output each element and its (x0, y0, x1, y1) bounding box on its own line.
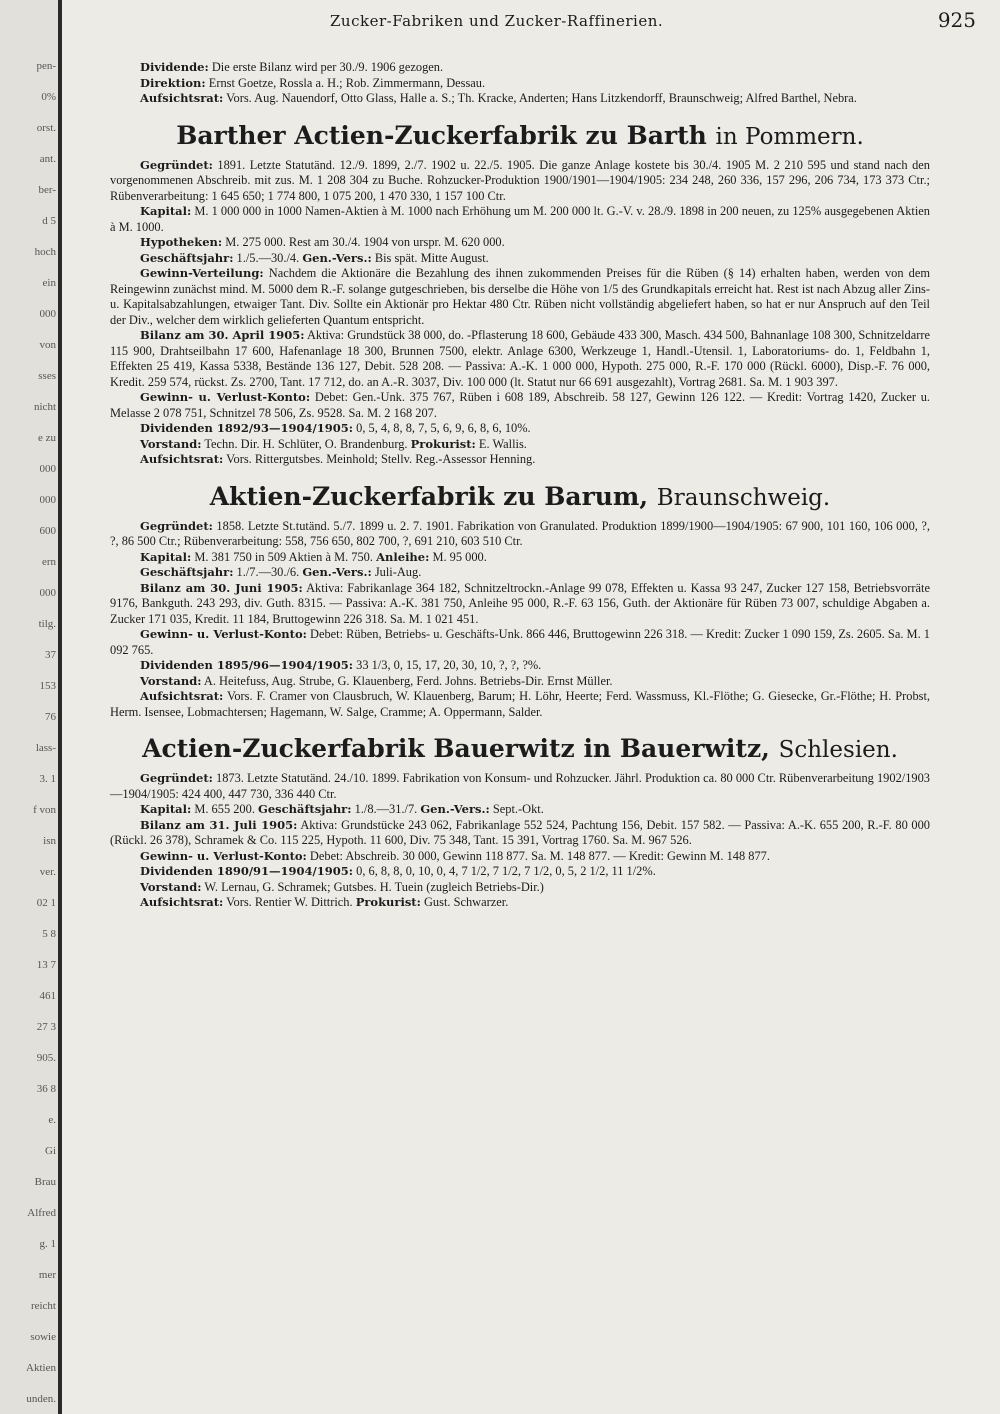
entry-text: 1858. Letzte St.tutänd. 5./7. 1899 u. 2. 7. 1901. Fabrikation von Granulated. Produktion 1899/1900—1904/1905: 67 900, 101 160, 106 000, ?, ?, 86 500 Ctr.; Rübenverarbeitung: 558, 756 650, 802 700, ?, 691 210, 603 510 Ctr. (110, 518, 930, 548)
facing-page-fragment: 27 3 (36, 1021, 56, 1033)
facing-page-fragment: d 5 (42, 215, 56, 227)
entry-label: Bilanz am 30. April 1905: (140, 328, 305, 342)
facing-page-fragment: mer (38, 1269, 56, 1281)
entry-label: Vorstand: (140, 436, 202, 451)
company-section (110, 121, 930, 468)
entry-text: E. Wallis. (478, 436, 527, 451)
entry-label: Gegründet: (140, 157, 213, 172)
facing-page-fragment: von (39, 339, 56, 351)
entry-label: Gewinn-Verteilung: (140, 266, 264, 280)
facing-page-fragment: 600 (39, 525, 56, 537)
entry-text: Aktiva: Grundstücke 243 062, Fabrikanlage 552 524, Pachtung 156, Debit. 157 582. — Passiva: A.-K. 655 200, R.-F. 80 000 (Rückl. 26 378), Schramek & Co. 115 225, Hypoth. 11 600, Div. 75 348, Tant. 15 391, Vortrag 1760. Sa. M. 967 526. (110, 817, 930, 847)
facing-page-fragment: 37 (45, 649, 56, 661)
entry-paragraph (110, 802, 930, 818)
entry-label: Kapital: (140, 549, 192, 564)
entry-text: 33 1/3, 0, 15, 17, 20, 30, 10, ?, ?, ?%. (356, 658, 542, 672)
entry-text: Debet: Rüben, Betriebs- u. Geschäfts-Unk. 866 446, Bruttogewinn 226 318. — Kredit: Zucker 1 090 159, Zs. 2605. Sa. M. 1 092 765. (110, 627, 930, 657)
entry-paragraph (110, 437, 930, 453)
facing-page-fragment: e. (48, 1114, 56, 1126)
facing-page-fragment: lass- (35, 742, 56, 754)
entry-text: Juli-Aug. (374, 565, 422, 579)
entry-text: 1873. Letzte Statutänd. 24./10. 1899. Fabrikation von Konsum- und Rohzucker. Jährl. Produktion ca. 80 000 Ctr. Rübenverarbeitung 1902/1903—1904/1905: 424 400, 447 730, 336 440 Ctr. (110, 771, 930, 801)
entry-paragraph (110, 550, 930, 566)
entry-paragraph (110, 390, 930, 421)
entry-paragraph (110, 864, 930, 880)
entry-text: M. 1 000 000 in 1000 Namen-Aktien à M. 1000 nach Erhöhung um M. 200 000 lt. G.-V. v. 28./9. 1898 in 200 neuen, zu 125% ausgegebenen Aktien à M. 1000. (110, 204, 930, 234)
entry-text: M. 655 200. (194, 802, 255, 816)
facing-page-edge (0, 0, 58, 1414)
entry-text: M. 95 000. (432, 549, 487, 564)
entry-paragraph (110, 266, 930, 328)
entry-text: 1./8.—31./7. (354, 802, 418, 816)
entry-text: Debet: Gen.-Unk. 375 767, Rüben i 608 189, Abschreib. 58 127, Gewinn 126 122. — Kredit: Vortrag 1420, Zucker u. Melasse 2 078 751, Schnitzel 78 506, Zs. 9528. Sa. M. 2 168 207. (110, 390, 930, 420)
company-location: in Pommern. (715, 123, 864, 150)
entry-label: Gegründet: (140, 771, 213, 785)
facing-page-fragment: reicht (30, 1300, 56, 1312)
entry-text: Vors. F. Cramer von Clausbruch, W. Klauenberg, Barum; H. Löhr, Heerte; Ferd. Wassmuss, Kl.-Flöthe; G. Giesecke, Gr.-Flöthe; H. Probst, Herm. Isensee, Lobmachtersen; Hagemann, W. Salge, Cramme; A. Oppermann, Salder. (110, 689, 930, 719)
facing-page-fragment: Gi (45, 1145, 56, 1157)
entry-label: Geschäftsjahr: (140, 250, 234, 265)
entry-text: M. 275 000. Rest am 30./4. 1904 von urspr. M. 620 000. (225, 235, 505, 249)
intro-block (110, 60, 930, 107)
entry-text: Techn. Dir. H. Schlüter, O. Brandenburg. (204, 436, 408, 451)
entry-label: Gegründet: (140, 518, 213, 533)
entry-label: Prokurist: (355, 895, 421, 909)
entry-text: 1891. Letzte Statutänd. 12./9. 1899, 2./7. 1902 u. 22./5. 1905. Die ganze Anlage kostete bis 30./4. 1905 M. 2 210 595 und stand nach den vorgenommenen Abschreib. mit zus. M. 1 208 304 zu Buche. Rohzucker-Produktion 1900/1901—1904/1905: 234 248, 260 336, 157 296, 206 734, 173 373 Ctr.; Rübenverarbeitung: 1 645 650; 1 774 800, 1 075 200, 1 470 330, 1 157 100 Ctr. (110, 157, 930, 203)
entry-text: 1./7.—30./6. (236, 565, 300, 579)
entry-text: Aktiva: Grundstück 38 000, do. -Pflasterung 18 600, Gebäude 433 300, Masch. 434 500, Bahnanlage 108 300, Schnitzeldarre 115 900, Drahtseilbahn 17 600, Hafenanlage 18 300, Brunnen 7500, elektr. Anlage 6300, Werkzeuge 1, Handl.-Utensil. 1, Laboratoriums- do. 1, Feldbahn 1, Effekten 25 419, Kassa 5338, Bestände 136 127, Debit. 528 208. — Passiva: A.-K. 1 000 000, Hypoth. 275 000, R.-F. 170 000 (Rückl. 6000), Disp.-F. 76 000, Kredit. 259 574, rückst. Zs. 2700, Tant. 17 712, do. an A.-R. 3037, Div. 100 000 (lt. Statut nur 66 691 ausgezahlt), Vortrag 2681. Sa. M. 1 903 397. (110, 328, 930, 389)
facing-page-fragment: nicht (34, 401, 56, 413)
intro-dividende: Dividende: Die erste Bilanz wird per 30./9. 1906 gezogen. (140, 60, 444, 74)
company-section (110, 482, 930, 721)
entry-label: Dividenden 1895/96—1904/1905: (140, 658, 354, 672)
facing-page-fragment: 0% (41, 91, 56, 103)
facing-page-fragment: e zu (37, 432, 56, 444)
entry-paragraph (110, 849, 930, 865)
entry-paragraph (110, 689, 930, 720)
entry-text: Gust. Schwarzer. (423, 895, 509, 909)
facing-page-fragment: isn (43, 835, 56, 847)
entry-label: Geschäftsjahr: (258, 802, 352, 816)
entry-text: 0, 6, 8, 8, 0, 10, 0, 4, 7 1/2, 7 1/2, 7 1/2, 0, 5, 2 1/2, 11 1/2%. (356, 864, 656, 878)
page-number: 925 (937, 8, 976, 32)
entry-paragraph (110, 519, 930, 550)
entry-paragraph (110, 328, 930, 390)
entry-paragraph (110, 235, 930, 251)
facing-page-fragment: tilg. (38, 618, 56, 630)
facing-page-fragment: Alfred (27, 1207, 56, 1219)
company-location: Braunschweig. (656, 484, 831, 511)
entry-label: Dividenden 1892/93—1904/1905: (140, 421, 354, 435)
company-title (110, 482, 930, 513)
facing-page-fragment: ant. (39, 153, 56, 165)
entry-text: Nachdem die Aktionäre die Bezahlung des ihnen zukommenden Preises für die Rüben (§ 14) erhalten haben, werden von dem Reingewinn zunächst mind. M. 5000 dem R.-F. solange gutgeschrieben, bis derselbe die Höhe von 1/5 des Grundkapitals erreicht hat. Rest ist nach Abzug aller Zins- u. Kapitalsabzahlungen, etwaiger Tant. Div. Sollte ein Aktionär pro Hektar 480 Ctr. Rüben nicht vollständig abgeliefert haben, so hat er nur Anspruch auf den Teil der Div., welcher dem wirklich gelieferten Quantum entspricht. (110, 266, 930, 327)
entry-text: Sept.-Okt. (492, 802, 544, 816)
entry-label: Prokurist: (410, 436, 476, 451)
entry-paragraph (110, 880, 930, 896)
entry-paragraph (110, 204, 930, 235)
entry-label: Bilanz am 30. Juni 1905: (140, 580, 303, 595)
facing-page-fragment: g. 1 (39, 1238, 56, 1250)
entry-text: Debet: Abschreib. 30 000, Gewinn 118 877. Sa. M. 148 877. — Kredit: Gewinn M. 148 877. (309, 848, 770, 863)
facing-page-fragment: orst. (36, 122, 56, 134)
entry-label: Vorstand: (140, 879, 202, 894)
entry-label: Gewinn- u. Verlust-Konto: (140, 848, 307, 863)
facing-page-fragment: sowie (30, 1331, 56, 1343)
facing-page-fragment: ein (42, 277, 56, 289)
entry-paragraph (110, 895, 930, 911)
entry-label: Bilanz am 31. Juli 1905: (140, 817, 298, 832)
facing-page-fragment: Aktien (26, 1362, 56, 1374)
facing-page-fragment: Brau (34, 1176, 56, 1188)
entry-text: Aktiva: Fabrikanlage 364 182, Schnitzeltrockn.-Anlage 99 078, Effekten u. Kassa 93 247, Zucker 127 158, Betriebsvorräte 9176, Bankguth. 243 293, div. Guth. 8315. — Passiva: A.-K. 381 750, Anleihe 95 000, R.-F. 63 156, Guth. der Aktionäre für Rüben 73 007, schuldige Abgaben a. Zucker 171 035, Kredit. 11 184, Bruttogewinn 226 318. Sa. M. 1 021 451. (110, 580, 930, 626)
entry-text: 0, 5, 4, 8, 8, 7, 5, 6, 9, 6, 8, 6, 10%. (356, 421, 531, 435)
entry-text: W. Lernau, G. Schramek; Gutsbes. H. Tuein (zugleich Betriebs-Dir.) (204, 879, 544, 894)
page-spine (58, 0, 62, 1414)
facing-page-fragment: 461 (39, 990, 56, 1002)
entry-label: Gen.-Vers.: (302, 565, 372, 579)
entry-text: Bis spät. Mitte August. (374, 250, 489, 265)
company-section (110, 734, 930, 911)
entry-paragraph (110, 452, 930, 468)
facing-page-fragment: 000 (39, 463, 56, 475)
entry-label: Vorstand: (140, 673, 202, 688)
company-list (110, 121, 930, 911)
entry-text: Vors. Rittergutsbes. Meinhold; Stellv. Reg.-Assessor Henning. (226, 452, 536, 466)
facing-page-fragment: 5 8 (42, 928, 56, 940)
entry-label: Hypotheken: (140, 235, 223, 249)
entry-text: A. Heitefuss, Aug. Strube, G. Klauenberg, Ferd. Johns. Betriebs-Dir. Ernst Müller. (203, 673, 613, 688)
facing-page-fragment: 153 (39, 680, 56, 692)
facing-page-fragment: unden. (26, 1393, 56, 1405)
entry-label: Kapital: (140, 802, 192, 816)
facing-page-fragment: 02 1 (36, 897, 56, 909)
company-name: Aktien-Zuckerfabrik zu Barum, (209, 481, 649, 511)
company-title (110, 734, 930, 765)
company-name: Barther Actien-Zuckerfabrik zu Barth (176, 120, 707, 150)
facing-page-fragment: 000 (39, 308, 56, 320)
entry-paragraph (110, 627, 930, 658)
entry-paragraph (110, 581, 930, 628)
facing-page-fragment: f von (33, 804, 56, 816)
intro-direktion: Direktion: Ernst Goetze, Rossla a. H.; Rob. Zimmermann, Dessau. (140, 75, 486, 90)
company-name: Actien-Zuckerfabrik Bauerwitz in Bauerwitz, (142, 734, 770, 763)
entry-paragraph (110, 565, 930, 581)
entry-text: 1./5.—30./4. (236, 250, 300, 265)
entry-paragraph (110, 771, 930, 802)
entry-paragraph (110, 158, 930, 205)
entry-paragraph (110, 818, 930, 849)
entry-label: Aufsichtsrat: (140, 689, 224, 703)
facing-page-fragment: 905. (36, 1052, 56, 1064)
facing-page-fragment: 3. 1 (39, 773, 56, 785)
facing-page-fragment: 000 (39, 494, 56, 506)
facing-page-fragment: ern (41, 556, 56, 568)
entry-label: Gen.-Vers.: (420, 802, 490, 816)
facing-page-fragment: 000 (39, 587, 56, 599)
entry-label: Anleihe: (376, 549, 430, 564)
facing-page-fragment: 36 8 (36, 1083, 56, 1095)
page-content (110, 60, 930, 913)
company-location: Schlesien. (778, 737, 898, 763)
facing-page-fragment: ber- (38, 184, 56, 196)
company-title (110, 121, 930, 152)
entry-label: Kapital: (140, 204, 192, 218)
entry-text: M. 381 750 in 509 Aktien à M. 750. (194, 549, 373, 564)
entry-paragraph (110, 658, 930, 674)
intro-aufsichtsrat: Aufsichtsrat: Vors. Aug. Nauendorf, Otto Glass, Halle a. S.; Th. Kracke, Anderten; Hans Litzkendorff, Braunschweig; Alfred Barthel, Nebra. (140, 91, 857, 105)
entry-label: Aufsichtsrat: (140, 895, 224, 909)
facing-page-fragment: pen- (36, 60, 56, 72)
entry-label: Gen.-Vers.: (302, 250, 372, 265)
entry-label: Geschäftsjahr: (140, 565, 234, 579)
entry-label: Gewinn- u. Verlust-Konto: (140, 390, 311, 404)
facing-page-fragment: 76 (45, 711, 56, 723)
entry-label: Aufsichtsrat: (140, 452, 224, 466)
facing-page-fragment: sses (38, 370, 56, 382)
entry-paragraph (110, 421, 930, 437)
entry-label: Dividenden 1890/91—1904/1905: (140, 864, 354, 878)
facing-page-fragment: ver. (39, 866, 56, 878)
entry-paragraph (110, 251, 930, 267)
entry-text: Vors. Rentier W. Dittrich. (226, 895, 353, 909)
facing-page-fragment: hoch (34, 246, 56, 258)
running-head: Zucker-Fabriken und Zucker-Raffinerien. (330, 12, 664, 30)
facing-page-fragment: 13 7 (36, 959, 56, 971)
entry-paragraph (110, 674, 930, 690)
entry-label: Gewinn- u. Verlust-Konto: (140, 627, 307, 641)
